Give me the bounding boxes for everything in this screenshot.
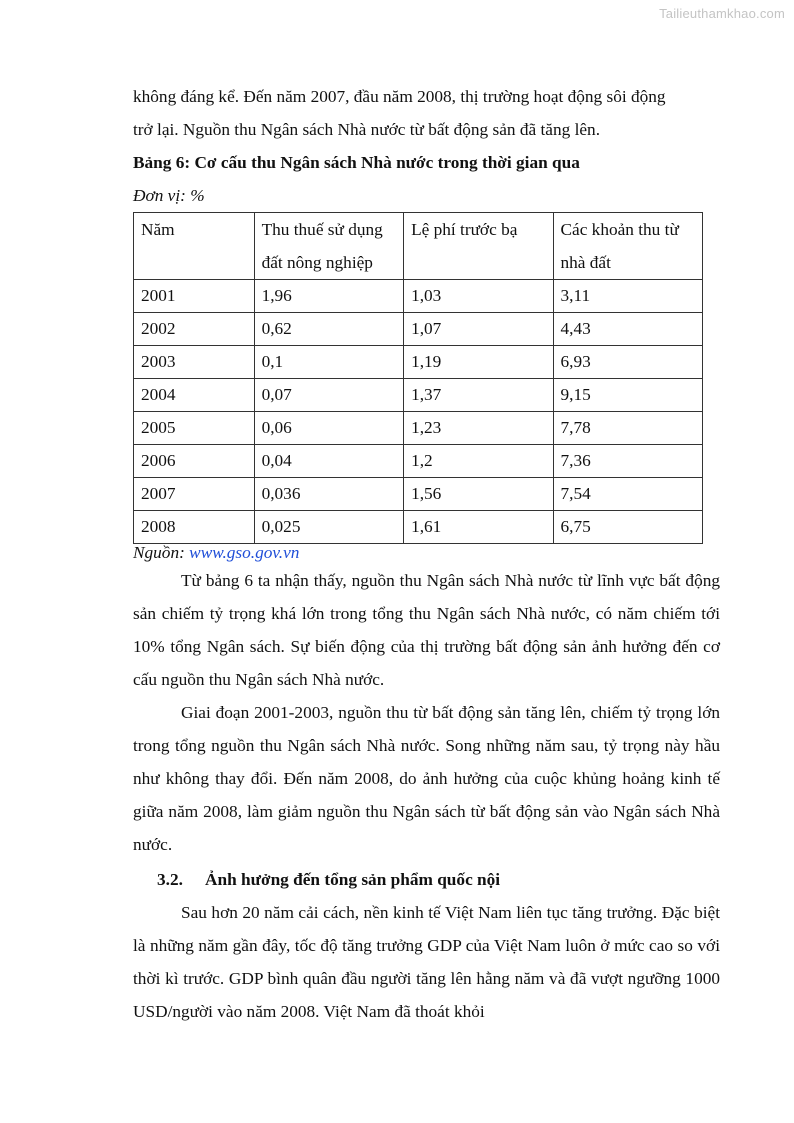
cell-agri-land-tax: 0,04 <box>254 445 403 478</box>
budget-structure-table <box>133 212 703 544</box>
cell-registration-fee: 1,61 <box>404 511 553 544</box>
paragraph: Sau hơn 20 năm cải cách, nền kinh tế Việt Nam liên tục tăng trưởng. Đặc biệt là những năm gần đây, tốc độ tăng trưởng GDP của Việt Nam luôn ở mức cao so với thời kì trước. GDP bình quân đầu người tăng lên hằng năm và đã vượt ngưỡng 1000 USD/người vào năm 2008. Việt Nam đã thoát khỏi <box>133 903 720 1021</box>
section-number: 3.2. <box>157 870 183 889</box>
table-row <box>134 478 703 511</box>
cell-year: 2007 <box>134 478 255 511</box>
cell-housing-land-revenue: 6,75 <box>553 511 703 544</box>
table-source <box>133 542 720 564</box>
table-caption: Bảng 6: Cơ cấu thu Ngân sách Nhà nước trong thời gian qua <box>133 153 580 172</box>
table-row <box>134 379 703 412</box>
paragraph: Giai đoạn 2001-2003, nguồn thu từ bất động sản tăng lên, chiếm tỷ trọng lớn trong tổng nguồn thu Ngân sách Nhà nước. Song những năm sau, tỷ trọng này hầu như không thay đổi. Đến năm 2008, do ảnh hưởng của cuộc khủng hoảng kinh tế giữa năm 2008, làm giảm nguồn thu Ngân sách từ bất động sản vào Ngân sách Nhà nước. <box>133 703 720 854</box>
cell-agri-land-tax: 0,025 <box>254 511 403 544</box>
cell-year: 2008 <box>134 511 255 544</box>
cell-housing-land-revenue: 7,54 <box>553 478 703 511</box>
cell-housing-land-revenue: 7,36 <box>553 445 703 478</box>
intro-paragraph <box>133 80 720 146</box>
source-link[interactable]: www.gso.gov.vn <box>189 543 300 562</box>
table-row <box>134 445 703 478</box>
header-year: Năm <box>134 213 255 280</box>
cell-registration-fee: 1,19 <box>404 346 553 379</box>
source-label: Nguồn: <box>133 543 190 562</box>
cell-registration-fee: 1,03 <box>404 280 553 313</box>
cell-agri-land-tax: 1,96 <box>254 280 403 313</box>
section-heading <box>133 863 720 896</box>
section-title: Ảnh hưởng đến tổng sản phẩm quốc nội <box>205 870 501 889</box>
cell-registration-fee: 1,56 <box>404 478 553 511</box>
cell-housing-land-revenue: 6,93 <box>553 346 703 379</box>
cell-year: 2004 <box>134 379 255 412</box>
cell-agri-land-tax: 0,06 <box>254 412 403 445</box>
table-row <box>134 280 703 313</box>
cell-registration-fee: 1,37 <box>404 379 553 412</box>
document-body <box>133 80 720 1028</box>
watermark: Tailieuthamkhao.com <box>659 6 785 21</box>
cell-year: 2002 <box>134 313 255 346</box>
cell-housing-land-revenue: 4,43 <box>553 313 703 346</box>
header-agri-land-tax: Thu thuế sử dụng đất nông nghiệp <box>254 213 403 280</box>
header-housing-land-revenue: Các khoản thu từ nhà đất <box>553 213 703 280</box>
cell-registration-fee: 1,07 <box>404 313 553 346</box>
header-registration-fee: Lệ phí trước bạ <box>404 213 553 280</box>
intro-line: trở lại. Nguồn thu Ngân sách Nhà nước từ bất động sản đã tăng lên. <box>133 120 601 139</box>
cell-year: 2001 <box>134 280 255 313</box>
cell-agri-land-tax: 0,62 <box>254 313 403 346</box>
table-row <box>134 313 703 346</box>
cell-year: 2006 <box>134 445 255 478</box>
cell-registration-fee: 1,23 <box>404 412 553 445</box>
paragraph: Từ bảng 6 ta nhận thấy, nguồn thu Ngân sách Nhà nước từ lĩnh vực bất động sản chiếm tỷ trọng khá lớn trong tổng thu Ngân sách Nhà nước, có năm chiếm tới 10% tổng Ngân sách. Sự biến động của thị trường bất động sản ảnh hưởng đến cơ cấu nguồn thu Ngân sách Nhà nước. <box>133 571 720 689</box>
cell-agri-land-tax: 0,1 <box>254 346 403 379</box>
table-header-row <box>134 213 703 280</box>
cell-registration-fee: 1,2 <box>404 445 553 478</box>
cell-agri-land-tax: 0,036 <box>254 478 403 511</box>
table-row <box>134 511 703 544</box>
cell-year: 2003 <box>134 346 255 379</box>
cell-housing-land-revenue: 9,15 <box>553 379 703 412</box>
cell-year: 2005 <box>134 412 255 445</box>
cell-housing-land-revenue: 3,11 <box>553 280 703 313</box>
cell-agri-land-tax: 0,07 <box>254 379 403 412</box>
table-row <box>134 412 703 445</box>
table-unit: Đơn vị: % <box>133 186 205 205</box>
intro-line: không đáng kể. Đến năm 2007, đầu năm 2008, thị trường hoạt động sôi động <box>133 87 666 106</box>
table-row <box>134 346 703 379</box>
cell-housing-land-revenue: 7,78 <box>553 412 703 445</box>
